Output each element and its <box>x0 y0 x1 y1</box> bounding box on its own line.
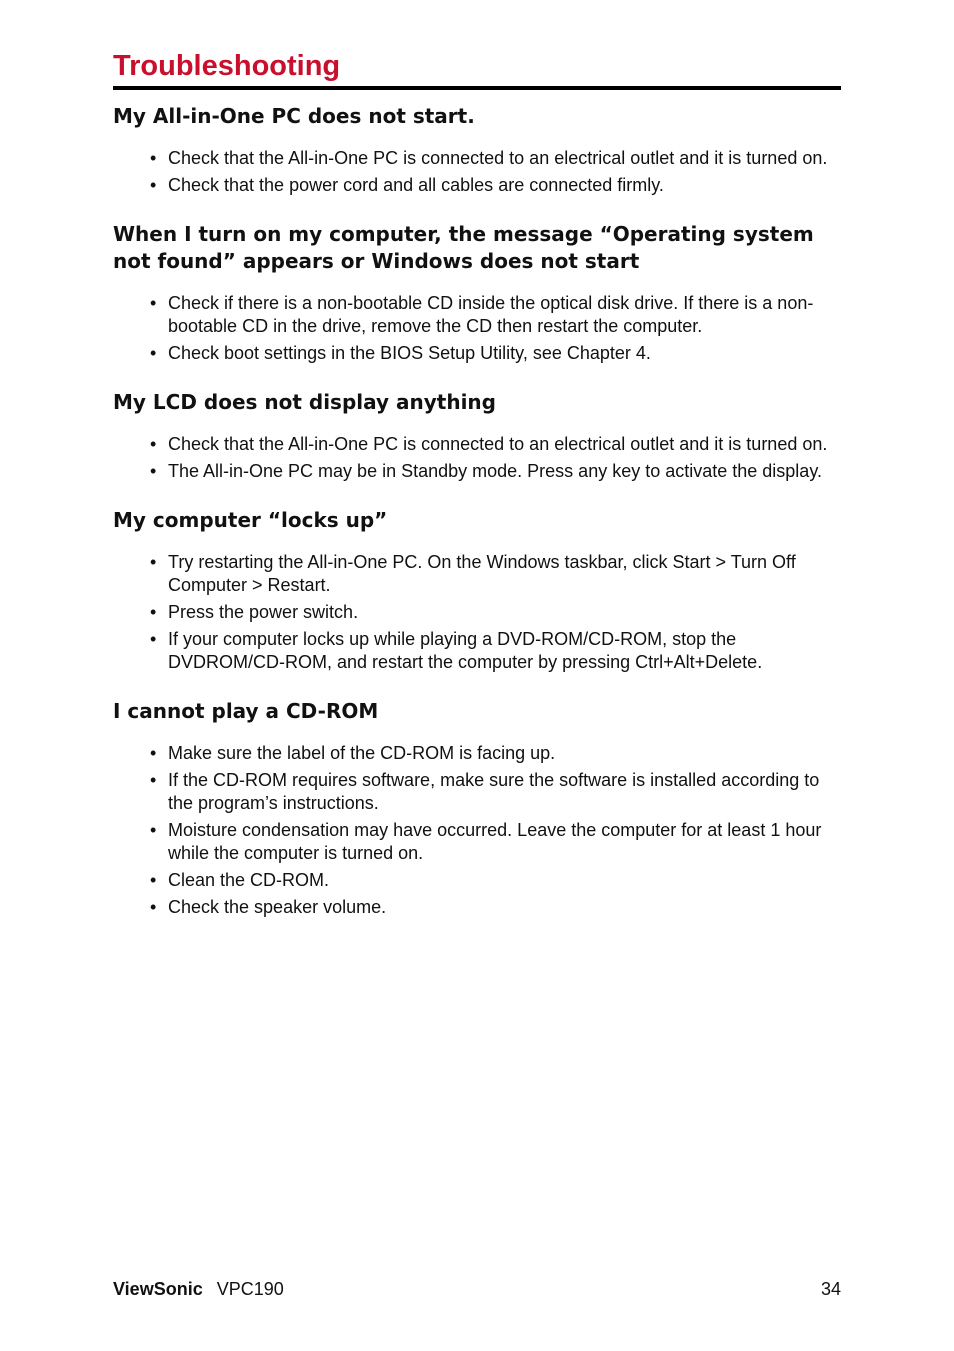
bullet-list <box>113 551 841 674</box>
bullet-icon: • <box>150 897 157 917</box>
list-item-text: Check that the All-in-One PC is connected to an electrical outlet and it is turned on. <box>168 148 828 168</box>
list-item <box>113 174 841 197</box>
section-heading: I cannot play a CD-ROM <box>113 699 379 723</box>
bullet-list <box>113 742 841 919</box>
bullet-icon: • <box>150 343 157 363</box>
footer-brand: ViewSonic <box>113 1279 203 1299</box>
list-item <box>113 896 841 919</box>
list-item-text: Make sure the label of the CD-ROM is facing up. <box>168 743 556 763</box>
list-item-text: Check if there is a non-bootable CD inside the optical disk drive. If there is a non-bootable CD in the drive, remove the CD then restart the computer. <box>168 293 814 336</box>
section-heading: My All-in-One PC does not start. <box>113 104 475 128</box>
list-item <box>113 819 841 865</box>
title-rule <box>113 86 841 90</box>
section-heading: When I turn on my computer, the message “Operating system not found” appears or Windows does not start <box>113 222 814 273</box>
bullet-icon: • <box>150 820 157 840</box>
list-item-text: Clean the CD-ROM. <box>168 870 330 890</box>
list-item <box>113 628 841 674</box>
list-item <box>113 551 841 597</box>
page-number: 34 <box>820 1279 841 1299</box>
list-item <box>113 292 841 338</box>
list-item-text: The All-in-One PC may be in Standby mode. Press any key to activate the display. <box>168 461 822 481</box>
bullet-icon: • <box>150 148 157 168</box>
bullet-icon: • <box>150 602 157 622</box>
list-item-text: Try restarting the All-in-One PC. On the Windows taskbar, click Start > Turn Off Computer > Restart. <box>168 552 796 595</box>
list-item-text: Moisture condensation may have occurred. Leave the computer for at least 1 hour while the computer is turned on. <box>168 820 822 863</box>
list-item <box>113 433 841 456</box>
section-lcd-no-display <box>113 389 841 483</box>
section-cannot-play-cdrom <box>113 698 841 919</box>
bullet-list <box>113 292 841 365</box>
section-heading: My LCD does not display anything <box>113 390 496 414</box>
section-computer-locks-up <box>113 507 841 674</box>
bullet-icon: • <box>150 552 157 572</box>
list-item-text: Press the power switch. <box>168 602 359 622</box>
bullet-icon: • <box>150 461 157 481</box>
bullet-list <box>113 433 841 483</box>
bullet-icon: • <box>150 175 157 195</box>
list-item-text: Check boot settings in the BIOS Setup Utility, see Chapter 4. <box>168 343 651 363</box>
bullet-icon: • <box>150 629 157 649</box>
section-heading: My computer “locks up” <box>113 508 388 532</box>
section-pc-does-not-start <box>113 103 841 197</box>
list-item <box>113 869 841 892</box>
list-item-text: Check the speaker volume. <box>168 897 387 917</box>
bullet-icon: • <box>150 743 157 763</box>
list-item-text: If your computer locks up while playing a DVD-ROM/CD-ROM, stop the DVDROM/CD-ROM, and restart the computer by pressing Ctrl+Alt+Delete. <box>168 629 763 672</box>
troubleshooting-content <box>113 103 841 923</box>
list-item-text: Check that the All-in-One PC is connected to an electrical outlet and it is turned on. <box>168 434 828 454</box>
bullet-icon: • <box>150 293 157 313</box>
list-item <box>113 460 841 483</box>
page-footer <box>113 1277 841 1301</box>
list-item <box>113 742 841 765</box>
list-item <box>113 769 841 815</box>
page-title: Troubleshooting <box>113 50 341 82</box>
list-item-text: Check that the power cord and all cables are connected firmly. <box>168 175 664 195</box>
bullet-icon: • <box>150 770 157 790</box>
footer-model: VPC190 <box>216 1279 284 1299</box>
list-item-text: If the CD-ROM requires software, make sure the software is installed according to the program’s instructions. <box>168 770 820 813</box>
bullet-icon: • <box>150 870 157 890</box>
bullet-icon: • <box>150 434 157 454</box>
section-os-not-found <box>113 221 841 365</box>
list-item <box>113 601 841 624</box>
list-item <box>113 147 841 170</box>
list-item <box>113 342 841 365</box>
bullet-list <box>113 147 841 197</box>
